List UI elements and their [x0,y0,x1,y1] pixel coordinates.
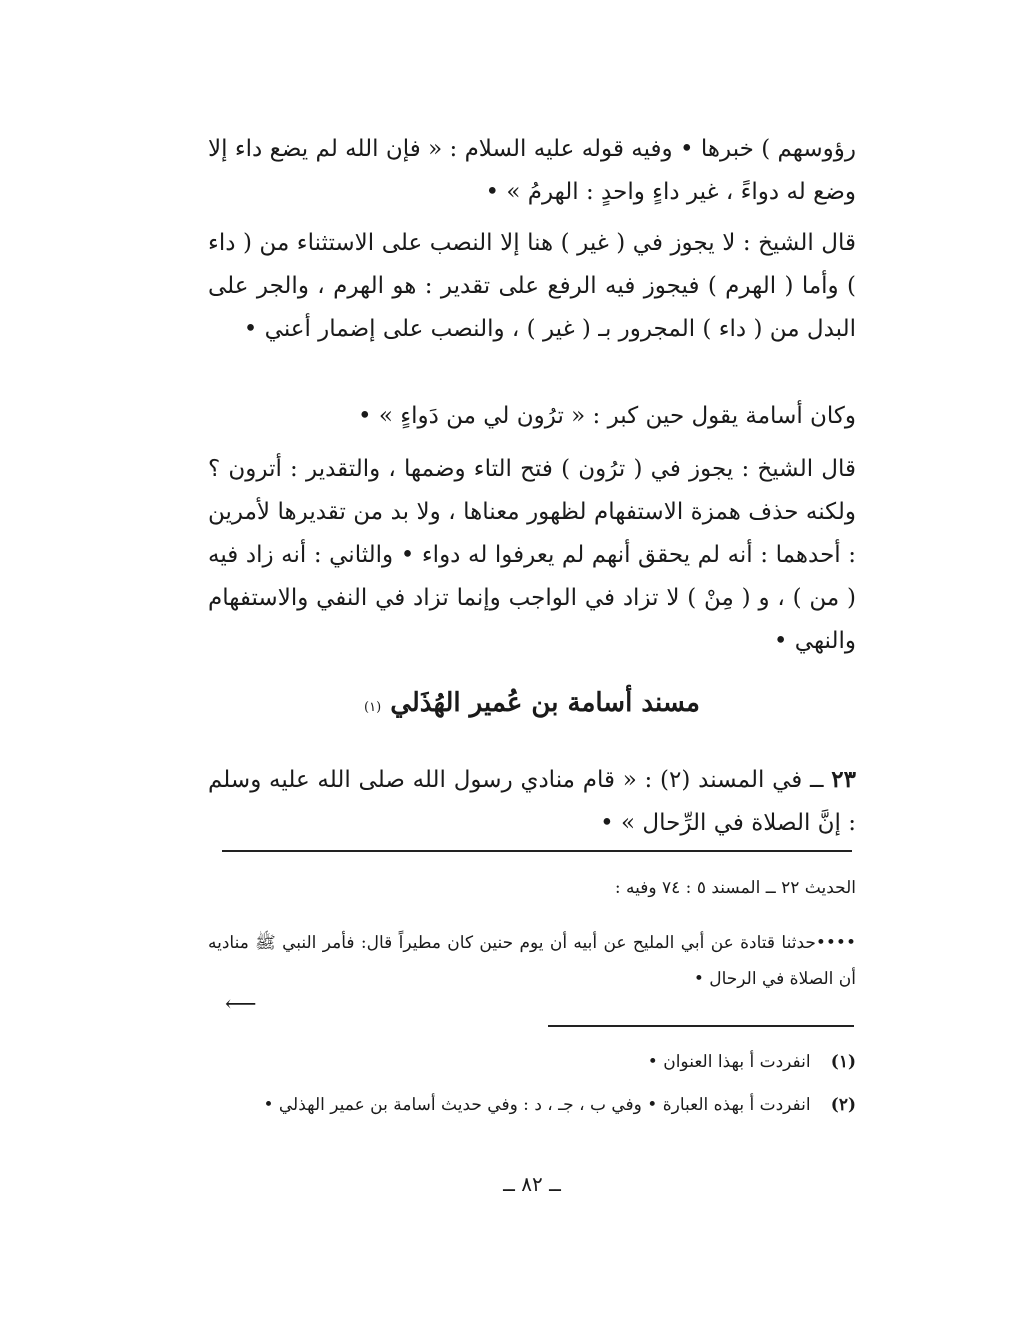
commentary-reference: الحديث ٢٢ ــ المسند ٥ : ٧٤ وفيه : [614,878,856,898]
paragraph-sheikh-commentary-1: قال الشيخ : لا يجوز في ( غير ) هنا إلا النصب على الاستثناء من ( داء ) وأما ( الهرم ) فيجوز فيه الرفع على تقدير : هو الهرم ، والجر على البدل من ( داء ) المجرور بـ ( غير ) ، والنصب على إضمار أعني • [208,230,856,342]
hadith-number: ٢٣ [831,766,856,793]
footnotes [208,0,856,1320]
footnote-text: انفردت أ بهذا العنوان • [647,1052,811,1072]
paragraph-hadith-continuation: رؤوسهم ) خبرها • وفيه قوله عليه السلام : « فإن الله لم يضع داء إلا وضع له دواءً ، غير داءٍ واحدٍ : الهرمُ » • [208,136,856,205]
commentary-text: ••••حدثنا قتادة عن أبي المليح عن أبيه أن يوم حنين كان مطيراً قال: فأمر النبي ﷺ مناديه أن الصلاة في الرحال • [208,933,856,989]
footnote-1 [208,1044,856,1080]
footnote-2 [208,1087,856,1123]
footnote-number: (٢) [830,1095,856,1115]
section-title: مسند أسامة بن عُمير الهُذَلي [390,688,700,718]
continuation-arrow-icon: ⟵ [225,992,257,1017]
footnote-text: انفردت أ بهذه العبارة • وفي ب ، جـ ، د : وفي حديث أسامة بن عمير الهذلي • [263,1095,811,1115]
paragraph-usama-saying: وكان أسامة يقول حين كبر : « ترُون لي من دَواءٍ » • [358,403,856,429]
page-number: ــ ٨٢ ــ [503,1172,561,1196]
footnote-ref-1: (١) [364,700,382,715]
footnote-number: (١) [830,1052,856,1072]
hadith-text: ــ في المسند (٢) : « قام منادي رسول الله صلى الله عليه وسلم : إنَّ الصلاة في الرِّحال » • [208,767,856,836]
paragraph-sheikh-commentary-2: قال الشيخ : يجوز في ( ترُون ) فتح التاء وضمها ، والتقدير : أترون ؟ ولكنه حذف همزة الاستفهام لظهور معناها ، ولا بد من تقديرها لأمرين : أحدهما : أنه لم يحقق أنهم لم يعرفوا له دواء • والثاني : أنه زاد فيه ( من ) ، و ( مِنْ ) لا تزاد في الواجب وإنما تزاد في النفي والاستفهام والنهي • [208,456,856,654]
